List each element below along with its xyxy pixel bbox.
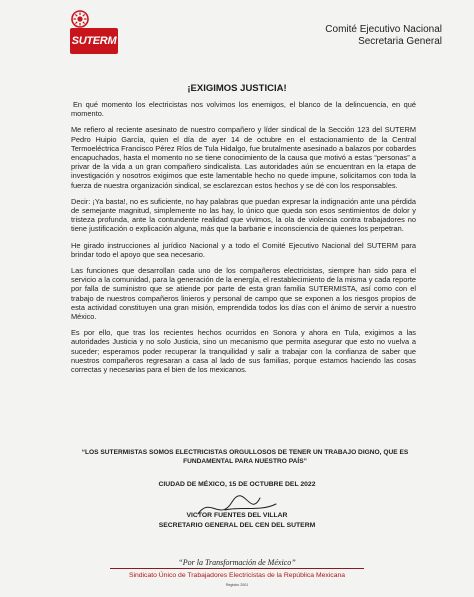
power-burst-icon	[70, 10, 90, 28]
signature-block	[0, 511, 474, 530]
closing-quote: “LOS SUTERMISTAS SOMOS ELECTRICISTAS ORGULLOSOS DE TENER UN TRABAJO DIGNO, QUE ES FUNDAMENTAL PARA NUESTRO PAÍS”	[81, 449, 409, 465]
paragraph: Las funciones que desarrollan cada uno de los compañeros electricistas, siempre han sido para el servicio a la comunidad, para la generación de la energía, el restablecimiento de la misma y cada reporte por falla de suministro que se atiende por parte de esta gran familia SUTERMISTA, así como con el trabajo de nuestros compañeros linieros y personal de campo que se exponen a los riesgos propios de esta actividad constituyen una gran misión, emprendida todos los días con el ánimo de servir a nuestro México.	[71, 266, 416, 322]
suterm-logo	[70, 10, 118, 56]
place-and-date: CIUDAD DE MÉXICO, 15 DE OCTUBRE DEL 2022	[158, 481, 316, 488]
logo-wordmark: SUTERM	[70, 28, 118, 54]
header-org: Comité Ejecutivo Nacional	[325, 24, 442, 35]
signer-name: VICTOR FUENTES DEL VILLAR	[186, 512, 288, 519]
paragraph: Decir: ¡Ya basta!, no es suficiente, no hay palabras que puedan expresar la indignación ante una pérdida de semejante magnitud, simplemente no las hay, lo único que queda son esos sentimientos de dolor y tristeza profunda, ante la contundente realidad que vivimos, la ola de violencia contra trabajadores no tiene justificación o explicación alguna, más que la barbarie e inconsciencia de quienes los perpetran.	[71, 196, 416, 234]
footer-motto: “Por la Transformación de México”	[178, 558, 296, 567]
footer-union-name: Sindicato Único de Trabajadores Electricistas de la República Mexicana	[128, 572, 346, 579]
header-department: Secretaria General	[358, 36, 442, 47]
paragraph: Me refiero al reciente asesinato de nuestro compañero y líder sindical de la Sección 123 del SUTERM Pedro Huipio García, quien el día de ayer 14 de octubre en el estacionamiento de la Central Termoeléctrica Francisco Pérez Ríos de Tula Hidalgo, fue brutalmente asesinado a balazos por cobardes encapuchados, hasta el momento no se tiene conocimiento de la causa que motivó a estas “personas” a privar de la vida a un gran compañero sindicalista. Las autoridades aún se encuentran en la etapa de investigación y nosotros exigimos que este lamentable hecho no quede impune, solicitamos con toda la fuerza de nuestra organización sindical, se esclarezcan estos hechos y se dé con los responsables.	[71, 125, 416, 190]
footer-divider	[110, 568, 364, 569]
footer-registration: Registro 2001	[225, 583, 249, 587]
paragraph: Es por ello, que tras los recientes hechos ocurridos en Sonora y ahora en Tula, exigimos a las autoridades Justicia y no solo Justicia, sino un mecanismo que permita asegurar que esto no vuelva a suceder; esperamos poder recuperar la tranquilidad y salir a trabajar con la confianza de saber que nuestros compañeros regresaran a casa al lado de sus familias, porque estamos haciendo las cosas correctas y necesarias para el bien de los mexicanos.	[71, 328, 416, 375]
letterhead	[325, 24, 442, 48]
paragraph: He girado instrucciones al jurídico Nacional y a todo el Comité Ejecutivo Nacional del SUTERM para brindar todo el apoyo que sea necesario.	[71, 240, 416, 259]
document-title: ¡EXIGIMOS JUSTICIA!	[187, 83, 287, 94]
paragraph: En qué momento los electricistas nos volvimos los enemigos, el blanco de la delincuencia, en qué momento.	[71, 100, 416, 119]
letter-body	[71, 100, 416, 381]
signer-position: SECRETARIO GENERAL DEL CEN DEL SUTERM	[158, 521, 316, 529]
